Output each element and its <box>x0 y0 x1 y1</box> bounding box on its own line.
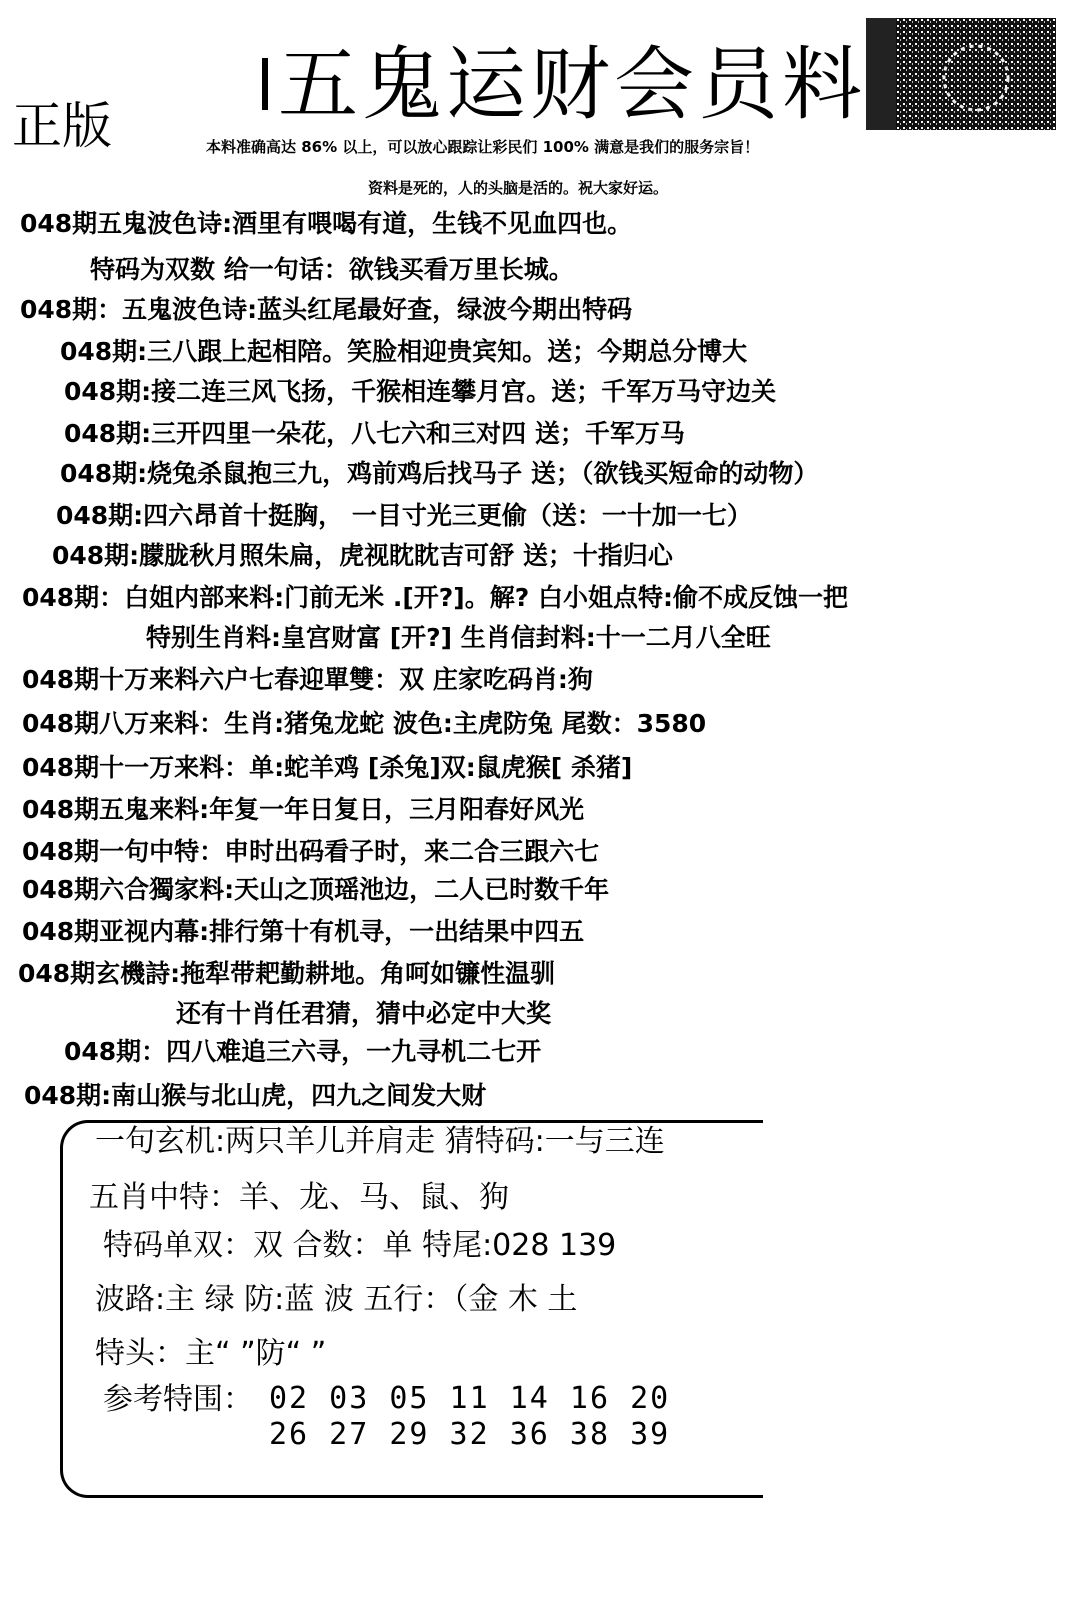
qr-code-image <box>866 18 1056 130</box>
list-item: 048期玄機詩:拖犁带耙勤耕地。角呵如镰性温驯 <box>18 959 556 988</box>
box-five-zodiac-line: 五肖中特：羊、龙、马、鼠、狗 <box>89 1180 509 1215</box>
list-item: 048期:朦胧秋月照朱扁，虎视眈眈吉可舒 送；十指归心 <box>52 541 673 570</box>
list-item: 还有十肖任君猜，猜中必定中大奖 <box>176 999 552 1028</box>
box-numbers-row-1: 02 03 05 11 14 16 20 <box>269 1381 671 1416</box>
list-item: 048期十一万来料：单:蛇羊鸡 [杀兔]双:鼠虎猴[ 杀猪] <box>22 753 633 782</box>
list-item: 048期六合獨家料:天山之顶瑶池边，二人已时数千年 <box>22 875 610 904</box>
list-item: 048期八万来料：生肖:猪兔龙蛇 波色:主虎防兔 尾数：3580 <box>22 709 707 738</box>
summary-box <box>60 1120 763 1498</box>
list-item: 048期亚视内幕:排行第十有机寻，一出结果中四五 <box>22 917 585 946</box>
page-title: 五鬼运财会员料 <box>278 38 866 131</box>
subtitle-good-luck: 资料是死的，人的头脑是活的。祝大家好运。 <box>368 179 669 197</box>
list-item: 048期：五鬼波色诗:蓝头红尾最好查，绿波今期出特码 <box>20 295 633 324</box>
list-item: 048期:三八跟上起相陪。笑脸相迎贵宾知。送；今期总分博大 <box>60 337 748 366</box>
list-item: 048期一句中特：申时出码看子时，来二合三跟六七 <box>22 837 600 866</box>
list-item: 048期五鬼来料:年复一年日复日，三月阳春好风光 <box>22 795 585 824</box>
list-item: 特别生肖料:皇宫财富 [开?] 生肖信封料:十一二月八全旺 <box>146 623 771 652</box>
box-reference-label: 参考特围： <box>103 1382 253 1417</box>
box-riddle-line: 一句玄机:两只羊儿并肩走 猜特码:一与三连 <box>95 1124 665 1159</box>
list-item: 048期：四八难追三六寻，一九寻机二七开 <box>64 1037 542 1066</box>
qr-noise-graphic <box>866 18 1056 130</box>
list-item: 特码为双数 给一句话：欲钱买看万里长城。 <box>90 255 574 284</box>
list-item: 048期:接二连三风飞扬，千猴相连攀月宫。送；千军万马守边关 <box>64 377 777 406</box>
list-item: 048期：白姐内部来料:门前无米 .[开?]。解? 白小姐点特:偷不成反蚀一把 <box>22 583 848 612</box>
subtitle-accuracy: 本料准确高达 86% 以上，可以放心跟踪让彩民们 100% 满意是我们的服务宗旨！ <box>206 138 760 156</box>
list-item: 048期:三开四里一朵花，八七六和三对四 送；千军万马 <box>64 419 685 448</box>
list-item: 048期五鬼波色诗:酒里有喂喝有道，生钱不见血四也。 <box>20 209 633 238</box>
genuine-badge: 正版 <box>12 97 112 155</box>
box-numbers-row-2: 26 27 29 32 36 38 39 <box>269 1417 671 1452</box>
list-item: 048期:南山猴与北山虎，四九之间发大财 <box>24 1081 487 1110</box>
list-item: 048期十万来料六户七春迎單雙：双 庄家吃码肖:狗 <box>22 665 593 694</box>
list-item: 048期:四六昂首十挺胸， 一目寸光三更偷（送：一十加一七） <box>56 501 752 530</box>
title-bar-mark <box>262 58 268 110</box>
box-wave-elements-line: 波路:主 绿 防:蓝 波 五行：（金 木 土 <box>95 1282 578 1317</box>
list-item: 048期:烧兔杀鼠抱三九，鸡前鸡后找马子 送；（欲钱买短命的动物） <box>60 459 819 488</box>
box-odd-even-line: 特码单双：双 合数：单 特尾:028 139 <box>103 1228 617 1263</box>
box-head-line: 特头：主“ ”防“ ” <box>95 1336 327 1371</box>
